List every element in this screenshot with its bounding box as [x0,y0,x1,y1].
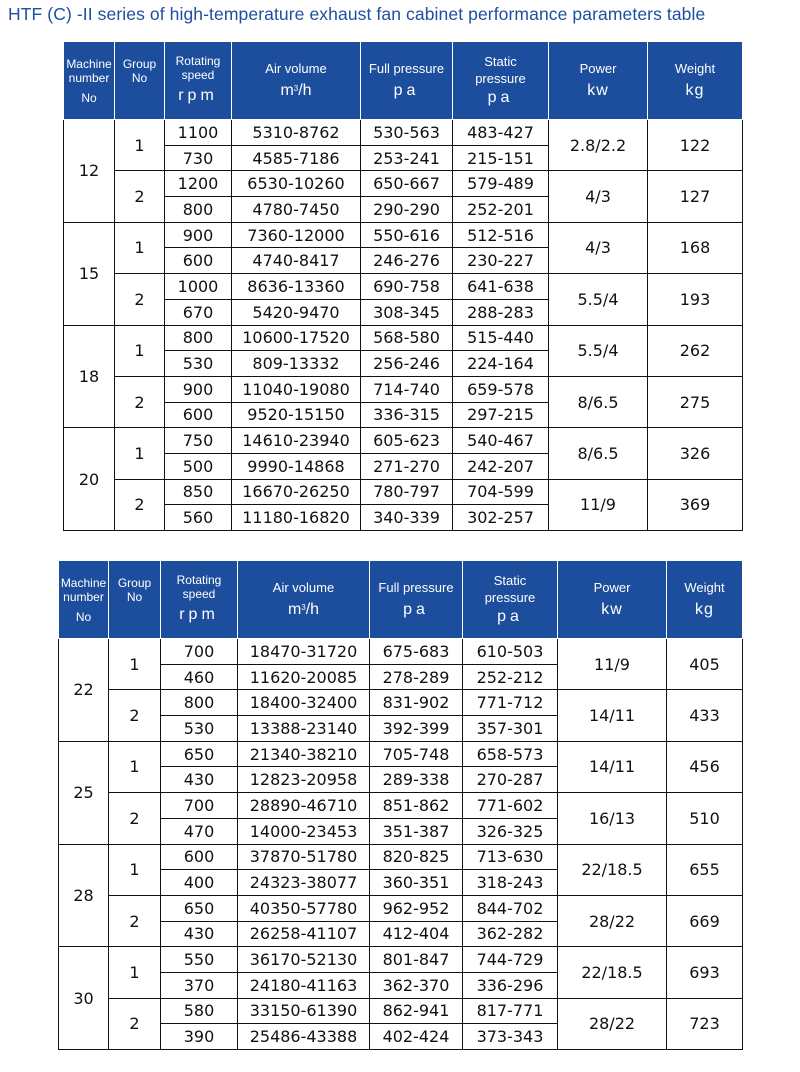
weight-cell: 655 [667,844,743,895]
static-pressure-cell: 515-440 [453,325,549,351]
group-number-cell: 1 [109,741,161,792]
power-cell: 14/11 [558,690,667,741]
rotating-speed-cell: 670 [165,299,232,325]
rotating-speed-cell: 470 [161,818,238,844]
static-pressure-cell: 817-771 [463,998,558,1024]
header-static-pressure: Static pressure pa [453,42,549,120]
full-pressure-cell: 351-387 [370,818,463,844]
table-row [59,998,743,1024]
table-row [64,120,743,146]
header-rotating-speed: Rotating speed rpm [165,42,232,120]
air-volume-cell: 7360-12000 [232,222,361,248]
static-pressure-cell: 771-712 [463,690,558,716]
weight-cell: 369 [648,479,743,530]
air-volume-cell: 37870-51780 [238,844,370,870]
power-cell: 28/22 [558,895,667,946]
header-machine-number: Machine number No [59,561,109,639]
air-volume-cell: 12823-20958 [238,767,370,793]
static-pressure-cell: 336-296 [463,972,558,998]
rotating-speed-cell: 800 [165,197,232,223]
group-number-cell: 2 [109,895,161,946]
table-row [64,428,743,454]
rotating-speed-cell: 1100 [165,120,232,146]
air-volume-cell: 18400-32400 [238,690,370,716]
table-row [59,639,743,665]
full-pressure-cell: 851-862 [370,793,463,819]
rotating-speed-cell: 560 [165,505,232,531]
full-pressure-cell: 780-797 [361,479,453,505]
weight-cell: 693 [667,947,743,998]
power-cell: 22/18.5 [558,844,667,895]
header-group: Group No [109,561,161,639]
table-row [59,793,743,819]
weight-cell: 122 [648,120,743,171]
weight-cell: 456 [667,741,743,792]
machine-number-cell: 12 [64,120,115,223]
header-power: Power kw [558,561,667,639]
air-volume-cell: 33150-61390 [238,998,370,1024]
group-number-cell: 2 [115,376,165,427]
rotating-speed-cell: 580 [161,998,238,1024]
static-pressure-cell: 318-243 [463,870,558,896]
power-cell: 22/18.5 [558,947,667,998]
air-volume-cell: 14610-23940 [232,428,361,454]
full-pressure-cell: 278-289 [370,664,463,690]
rotating-speed-cell: 700 [161,639,238,665]
header-power: Power kw [549,42,648,120]
static-pressure-cell: 483-427 [453,120,549,146]
air-volume-cell: 36170-52130 [238,947,370,973]
static-pressure-cell: 252-201 [453,197,549,223]
full-pressure-cell: 530-563 [361,120,453,146]
full-pressure-cell: 336-315 [361,402,453,428]
full-pressure-cell: 862-941 [370,998,463,1024]
air-volume-cell: 40350-57780 [238,895,370,921]
group-number-cell: 1 [109,639,161,690]
air-volume-cell: 28890-46710 [238,793,370,819]
rotating-speed-cell: 650 [161,895,238,921]
air-volume-cell: 16670-26250 [232,479,361,505]
group-number-cell: 1 [115,222,165,273]
group-number-cell: 2 [109,998,161,1049]
power-cell: 8/6.5 [549,428,648,479]
full-pressure-cell: 412-404 [370,921,463,947]
header-rotating-speed: Rotating speed rpm [161,561,238,639]
rotating-speed-cell: 730 [165,145,232,171]
power-cell: 11/9 [549,479,648,530]
rotating-speed-cell: 530 [161,716,238,742]
air-volume-cell: 9520-15150 [232,402,361,428]
group-number-cell: 2 [115,274,165,325]
air-volume-cell: 21340-38210 [238,741,370,767]
full-pressure-cell: 340-339 [361,505,453,531]
rotating-speed-cell: 400 [161,870,238,896]
table-row [59,844,743,870]
air-volume-cell: 24180-41163 [238,972,370,998]
full-pressure-cell: 253-241 [361,145,453,171]
rotating-speed-cell: 600 [161,844,238,870]
header-full-pressure: Full pressure pa [361,42,453,120]
machine-number-cell: 15 [64,222,115,325]
air-volume-cell: 4780-7450 [232,197,361,223]
rotating-speed-cell: 500 [165,453,232,479]
performance-table-1 [63,41,743,531]
power-cell: 28/22 [558,998,667,1049]
static-pressure-cell: 326-325 [463,818,558,844]
rotating-speed-cell: 900 [165,222,232,248]
static-pressure-cell: 713-630 [463,844,558,870]
static-pressure-cell: 704-599 [453,479,549,505]
group-number-cell: 2 [115,171,165,222]
rotating-speed-cell: 600 [165,402,232,428]
table-row [64,274,743,300]
air-volume-cell: 11620-20085 [238,664,370,690]
table-row [59,895,743,921]
static-pressure-cell: 252-212 [463,664,558,690]
power-cell: 16/13 [558,793,667,844]
full-pressure-cell: 820-825 [370,844,463,870]
rotating-speed-cell: 370 [161,972,238,998]
full-pressure-cell: 962-952 [370,895,463,921]
static-pressure-cell: 224-164 [453,351,549,377]
group-number-cell: 2 [109,690,161,741]
static-pressure-cell: 215-151 [453,145,549,171]
static-pressure-cell: 641-638 [453,274,549,300]
machine-number-cell: 30 [59,947,109,1050]
rotating-speed-cell: 600 [165,248,232,274]
weight-cell: 326 [648,428,743,479]
group-number-cell: 1 [109,844,161,895]
table-row [64,171,743,197]
machine-number-cell: 22 [59,639,109,742]
static-pressure-cell: 540-467 [453,428,549,454]
full-pressure-cell: 289-338 [370,767,463,793]
full-pressure-cell: 714-740 [361,376,453,402]
page-title: HTF (C) -II series of high-temperature exhaust fan cabinet performance parameters table [8,4,706,24]
full-pressure-cell: 362-370 [370,972,463,998]
static-pressure-cell: 579-489 [453,171,549,197]
static-pressure-cell: 270-287 [463,767,558,793]
air-volume-cell: 10600-17520 [232,325,361,351]
static-pressure-cell: 230-227 [453,248,549,274]
rotating-speed-cell: 850 [165,479,232,505]
table-row [59,947,743,973]
weight-cell: 433 [667,690,743,741]
machine-number-cell: 20 [64,428,115,531]
static-pressure-cell: 610-503 [463,639,558,665]
power-cell: 2.8/2.2 [549,120,648,171]
air-volume-cell: 11180-16820 [232,505,361,531]
power-cell: 4/3 [549,171,648,222]
rotating-speed-cell: 430 [161,921,238,947]
full-pressure-cell: 308-345 [361,299,453,325]
full-pressure-cell: 402-424 [370,1024,463,1050]
rotating-speed-cell: 800 [161,690,238,716]
air-volume-cell: 24323-38077 [238,870,370,896]
full-pressure-cell: 392-399 [370,716,463,742]
header-air-volume: Air volume $m^3/h$ [238,561,370,639]
static-pressure-cell: 288-283 [453,299,549,325]
air-volume-cell: 26258-41107 [238,921,370,947]
power-cell: 8/6.5 [549,376,648,427]
power-cell: 11/9 [558,639,667,690]
full-pressure-cell: 605-623 [361,428,453,454]
rotating-speed-cell: 750 [165,428,232,454]
air-volume-cell: 11040-19080 [232,376,361,402]
air-volume-cell: 6530-10260 [232,171,361,197]
full-pressure-cell: 675-683 [370,639,463,665]
static-pressure-cell: 362-282 [463,921,558,947]
weight-cell: 405 [667,639,743,690]
weight-cell: 510 [667,793,743,844]
table-row [64,222,743,248]
weight-cell: 168 [648,222,743,273]
header-weight: Weight kg [648,42,743,120]
header-weight: Weight kg [667,561,743,639]
rotating-speed-cell: 900 [165,376,232,402]
air-volume-cell: 8636-13360 [232,274,361,300]
rotating-speed-cell: 800 [165,325,232,351]
full-pressure-cell: 290-290 [361,197,453,223]
full-pressure-cell: 650-667 [361,171,453,197]
air-volume-cell: 14000-23453 [238,818,370,844]
group-number-cell: 1 [115,428,165,479]
weight-cell: 275 [648,376,743,427]
power-cell: 14/11 [558,741,667,792]
rotating-speed-cell: 550 [161,947,238,973]
header-row [59,561,743,639]
header-row [64,42,743,120]
air-volume-cell: 809-13332 [232,351,361,377]
air-volume-cell: 5420-9470 [232,299,361,325]
header-static-pressure: Static pressure pa [463,561,558,639]
static-pressure-cell: 512-516 [453,222,549,248]
weight-cell: 262 [648,325,743,376]
table-row [64,325,743,351]
weight-cell: 127 [648,171,743,222]
weight-cell: 669 [667,895,743,946]
group-number-cell: 1 [115,325,165,376]
header-full-pressure: Full pressure pa [370,561,463,639]
header-group: Group No [115,42,165,120]
power-cell: 4/3 [549,222,648,273]
air-volume-cell: 18470-31720 [238,639,370,665]
rotating-speed-cell: 700 [161,793,238,819]
table-row [64,376,743,402]
rotating-speed-cell: 390 [161,1024,238,1050]
air-volume-cell: 9990-14868 [232,453,361,479]
rotating-speed-cell: 460 [161,664,238,690]
rotating-speed-cell: 650 [161,741,238,767]
machine-number-cell: 28 [59,844,109,947]
group-number-cell: 1 [115,120,165,171]
performance-table-2 [58,560,743,1050]
rotating-speed-cell: 1000 [165,274,232,300]
group-number-cell: 1 [109,947,161,998]
table-row [59,741,743,767]
full-pressure-cell: 360-351 [370,870,463,896]
air-volume-cell: 13388-23140 [238,716,370,742]
weight-cell: 193 [648,274,743,325]
static-pressure-cell: 357-301 [463,716,558,742]
air-volume-cell: 5310-8762 [232,120,361,146]
full-pressure-cell: 271-270 [361,453,453,479]
full-pressure-cell: 690-758 [361,274,453,300]
static-pressure-cell: 744-729 [463,947,558,973]
full-pressure-cell: 705-748 [370,741,463,767]
static-pressure-cell: 771-602 [463,793,558,819]
full-pressure-cell: 246-276 [361,248,453,274]
full-pressure-cell: 831-902 [370,690,463,716]
static-pressure-cell: 844-702 [463,895,558,921]
power-cell: 5.5/4 [549,274,648,325]
power-cell: 5.5/4 [549,325,648,376]
air-volume-cell: 25486-43388 [238,1024,370,1050]
static-pressure-cell: 373-343 [463,1024,558,1050]
full-pressure-cell: 568-580 [361,325,453,351]
machine-number-cell: 25 [59,741,109,844]
header-air-volume: Air volume $m^3/h$ [232,42,361,120]
full-pressure-cell: 801-847 [370,947,463,973]
rotating-speed-cell: 1200 [165,171,232,197]
group-number-cell: 2 [115,479,165,530]
weight-cell: 723 [667,998,743,1049]
rotating-speed-cell: 530 [165,351,232,377]
static-pressure-cell: 302-257 [453,505,549,531]
header-machine-number: Machine number No [64,42,115,120]
rotating-speed-cell: 430 [161,767,238,793]
static-pressure-cell: 658-573 [463,741,558,767]
static-pressure-cell: 659-578 [453,376,549,402]
table-row [59,690,743,716]
static-pressure-cell: 242-207 [453,453,549,479]
air-volume-cell: 4585-7186 [232,145,361,171]
static-pressure-cell: 297-215 [453,402,549,428]
full-pressure-cell: 256-246 [361,351,453,377]
group-number-cell: 2 [109,793,161,844]
full-pressure-cell: 550-616 [361,222,453,248]
air-volume-cell: 4740-8417 [232,248,361,274]
machine-number-cell: 18 [64,325,115,428]
table-row [64,479,743,505]
